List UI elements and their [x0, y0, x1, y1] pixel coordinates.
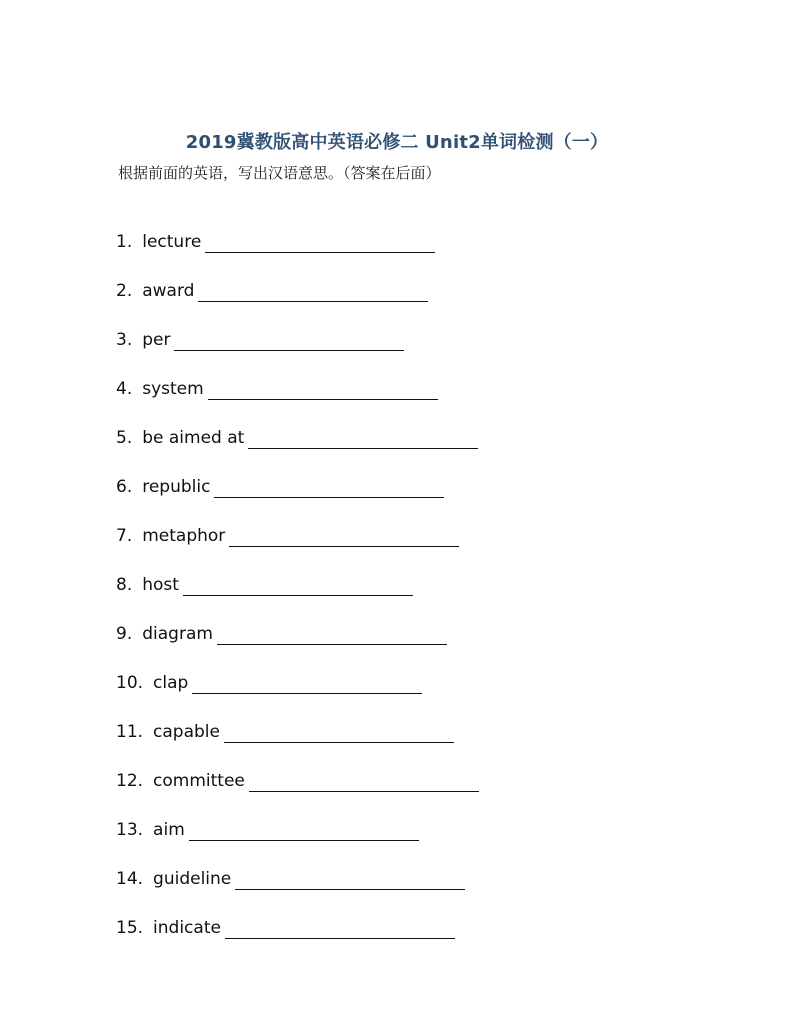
- item-word: clap: [153, 673, 189, 693]
- item-word: per: [142, 330, 171, 350]
- item-word: aim: [153, 820, 185, 840]
- item-word: lecture: [142, 232, 202, 252]
- item-word: republic: [142, 477, 211, 497]
- page-title: 2019冀教版高中英语必修二 Unit2单词检测（一）: [185, 132, 609, 153]
- item-number: 13.: [116, 820, 144, 840]
- answer-blank[interactable]: [189, 839, 419, 841]
- list-item: [116, 842, 676, 891]
- answer-blank[interactable]: [192, 692, 422, 694]
- list-item: [116, 548, 676, 597]
- item-number: 8.: [116, 575, 133, 595]
- list-item: [116, 450, 676, 499]
- answer-blank[interactable]: [235, 888, 465, 890]
- item-word: capable: [153, 722, 220, 742]
- item-number: 14.: [116, 869, 144, 889]
- item-number: 10.: [116, 673, 144, 693]
- answer-blank[interactable]: [205, 251, 435, 253]
- answer-blank[interactable]: [183, 594, 413, 596]
- answer-blank[interactable]: [249, 790, 479, 792]
- item-number: 1.: [116, 232, 133, 252]
- item-word: diagram: [142, 624, 213, 644]
- item-number: 6.: [116, 477, 133, 497]
- answer-blank[interactable]: [208, 398, 438, 400]
- item-word: be aimed at: [142, 428, 245, 448]
- item-word: system: [142, 379, 204, 399]
- list-item: [116, 695, 676, 744]
- item-word: award: [142, 281, 195, 301]
- item-word: metaphor: [142, 526, 226, 546]
- item-number: 5.: [116, 428, 133, 448]
- list-item: [116, 303, 676, 352]
- item-word: guideline: [153, 869, 232, 889]
- list-item: [116, 352, 676, 401]
- answer-blank[interactable]: [217, 643, 447, 645]
- item-number: 9.: [116, 624, 133, 644]
- instruction-text: 根据前面的英语，写出汉语意思。（答案在后面）: [118, 164, 441, 182]
- list-item: [116, 793, 676, 842]
- item-number: 7.: [116, 526, 133, 546]
- item-number: 11.: [116, 722, 144, 742]
- item-word: committee: [153, 771, 245, 791]
- answer-blank[interactable]: [224, 741, 454, 743]
- list-item: [116, 646, 676, 695]
- answer-blank[interactable]: [229, 545, 459, 547]
- answer-blank[interactable]: [248, 447, 478, 449]
- list-item: [116, 401, 676, 450]
- answer-blank[interactable]: [198, 300, 428, 302]
- item-number: 2.: [116, 281, 133, 301]
- item-word: host: [142, 575, 179, 595]
- list-item: [116, 499, 676, 548]
- item-number: 15.: [116, 918, 144, 938]
- item-word: indicate: [153, 918, 221, 938]
- list-item: [116, 597, 676, 646]
- list-item: [116, 891, 676, 940]
- answer-blank[interactable]: [225, 937, 455, 939]
- item-number: 4.: [116, 379, 133, 399]
- word-list: [116, 205, 676, 940]
- item-number: 12.: [116, 771, 144, 791]
- list-item: [116, 254, 676, 303]
- answer-blank[interactable]: [214, 496, 444, 498]
- answer-blank[interactable]: [174, 349, 404, 351]
- item-number: 3.: [116, 330, 133, 350]
- list-item: [116, 205, 676, 254]
- list-item: [116, 744, 676, 793]
